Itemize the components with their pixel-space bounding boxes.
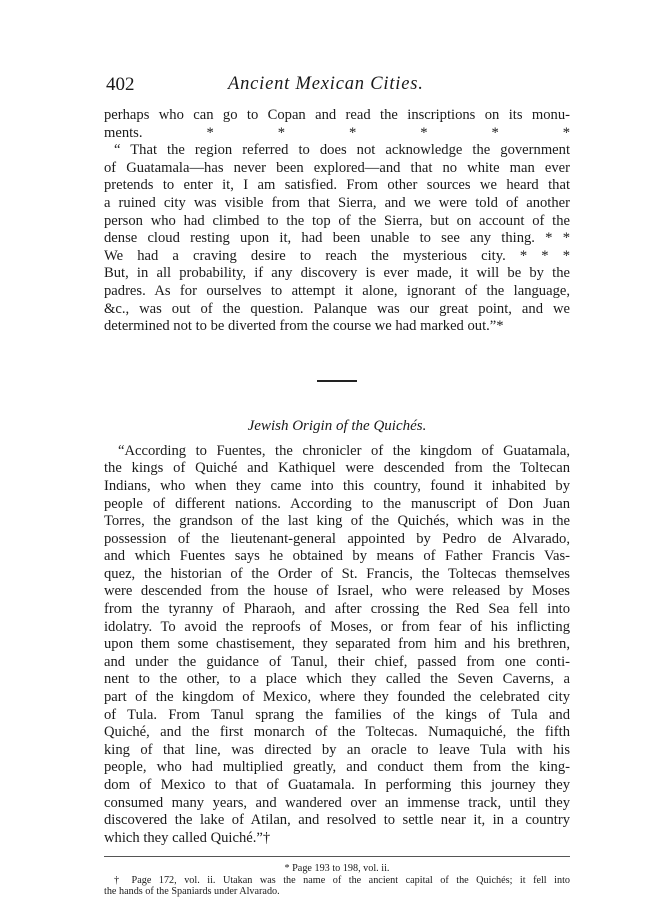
- footnote-dagger-continued: the hands of the Spaniards under Alvarado.: [104, 886, 280, 898]
- text-line: But, in all probability, if any discovery is ever made, it will be by the: [104, 265, 570, 282]
- text-line: of Tula. From Tanul sprang the families of the kings of Tula and: [104, 706, 570, 723]
- text-line: determined not to be diverted from the course we had marked out.”*: [104, 318, 504, 335]
- main-paragraph: [104, 443, 570, 848]
- text-line: idolatry. To avoid the reproofs of Moses, or from fear of his inflicting: [104, 618, 570, 635]
- text-line: of Guatamala—has never been explored—and that no white man ever: [104, 159, 570, 176]
- text-line: part of the kingdom of Mexico, where they founded the celebrated city: [104, 689, 570, 706]
- footnote-dagger: † Page 172, vol. ii. Utakan was the name of the ancient capital of the Quichés; it fell into: [114, 874, 570, 886]
- text-line: a ruined city was visible from that Sierra, and we were told of another: [104, 194, 570, 211]
- running-title: Ancient Mexican Cities.: [228, 74, 424, 94]
- text-line: people of different nations. According to the manuscript of Don Juan: [104, 495, 570, 512]
- text-line: consumed many years, and wandered over an immense track, until they: [104, 794, 570, 811]
- text-line: nent to the other, to a place which they called the Seven Caverns, a: [104, 671, 570, 688]
- page-header: [106, 74, 571, 100]
- text-line: “According to Fuentes, the chronicler of the kingdom of Guatamala,: [118, 442, 570, 459]
- text-line: upon them some chastisement, they separated from him and his brethren,: [104, 636, 570, 653]
- quotation-paragraph: [104, 107, 570, 336]
- text-line: padres. As for ourselves to attempt it alone, ignorant of the language,: [104, 282, 570, 299]
- text-line: quez, the historian of the Order of St. Francis, the Toltecas themselves: [104, 565, 570, 582]
- text-line: discovered the lake of Atilan, and resolved to settle near it, in a country: [104, 812, 570, 829]
- text-line: “ That the region referred to does not acknowledge the government: [114, 142, 570, 159]
- text-line: Indians, who when they came into this country, found it inhabited by: [104, 477, 570, 494]
- footnote-star: * Page 193 to 198, vol. ii.: [284, 863, 390, 875]
- text-line: We had a craving desire to reach the mysterious city. * * *: [104, 247, 570, 264]
- section-heading: Jewish Origin of the Quichés.: [247, 417, 427, 434]
- section-divider: [317, 380, 357, 382]
- text-line: the kings of Quiché and Kathiquel were descended from the Toltecan: [104, 460, 570, 477]
- text-line: pretends to enter it, I am satisfied. From other sources we heard that: [104, 177, 570, 194]
- text-line: which they called Quiché.”†: [104, 829, 271, 846]
- footnote-rule: [104, 856, 570, 857]
- text-line: and which Fuentes says he obtained by means of Father Francis Vas-: [104, 548, 570, 565]
- text-line: Quiché, and the first monarch of the Toltecas. Numaquiché, the fifth: [104, 724, 570, 741]
- text-line: were descended from the house of Israel, who were released by Moses: [104, 583, 570, 600]
- text-line: &c., was out of the question. Palanque was our great point, and we: [104, 300, 570, 317]
- page-number: 402: [106, 74, 135, 95]
- text-line: from the tyranny of Pharaoh, and after crossing the Red Sea fell into: [104, 601, 570, 618]
- text-line: dense cloud resting upon it, had been unable to see any thing. * *: [104, 230, 570, 247]
- text-line: possession of the lieutenant-general appointed by Pedro de Alvarado,: [104, 530, 570, 547]
- footnotes: [104, 863, 570, 898]
- text-line: ments. * * * * * *: [104, 124, 570, 141]
- text-line: person who had climbed to the top of the Sierra, but on account of the: [104, 212, 570, 229]
- text-line: Torres, the grandson of the last king of the Quichés, which was in the: [104, 513, 570, 530]
- text-line: king of that line, was directed by an oracle to leave Tula with his: [104, 741, 570, 758]
- text-line: people, who had multiplied greatly, and conduct them from the king-: [104, 759, 570, 776]
- text-line: dom of Mexico to that of Guatamala. In performing this journey they: [104, 777, 570, 793]
- page-body: [104, 107, 570, 898]
- text-line: and under the guidance of Tanul, their chief, passed from one conti-: [104, 653, 570, 670]
- text-line: perhaps who can go to Copan and read the inscriptions on its monu-: [104, 107, 570, 123]
